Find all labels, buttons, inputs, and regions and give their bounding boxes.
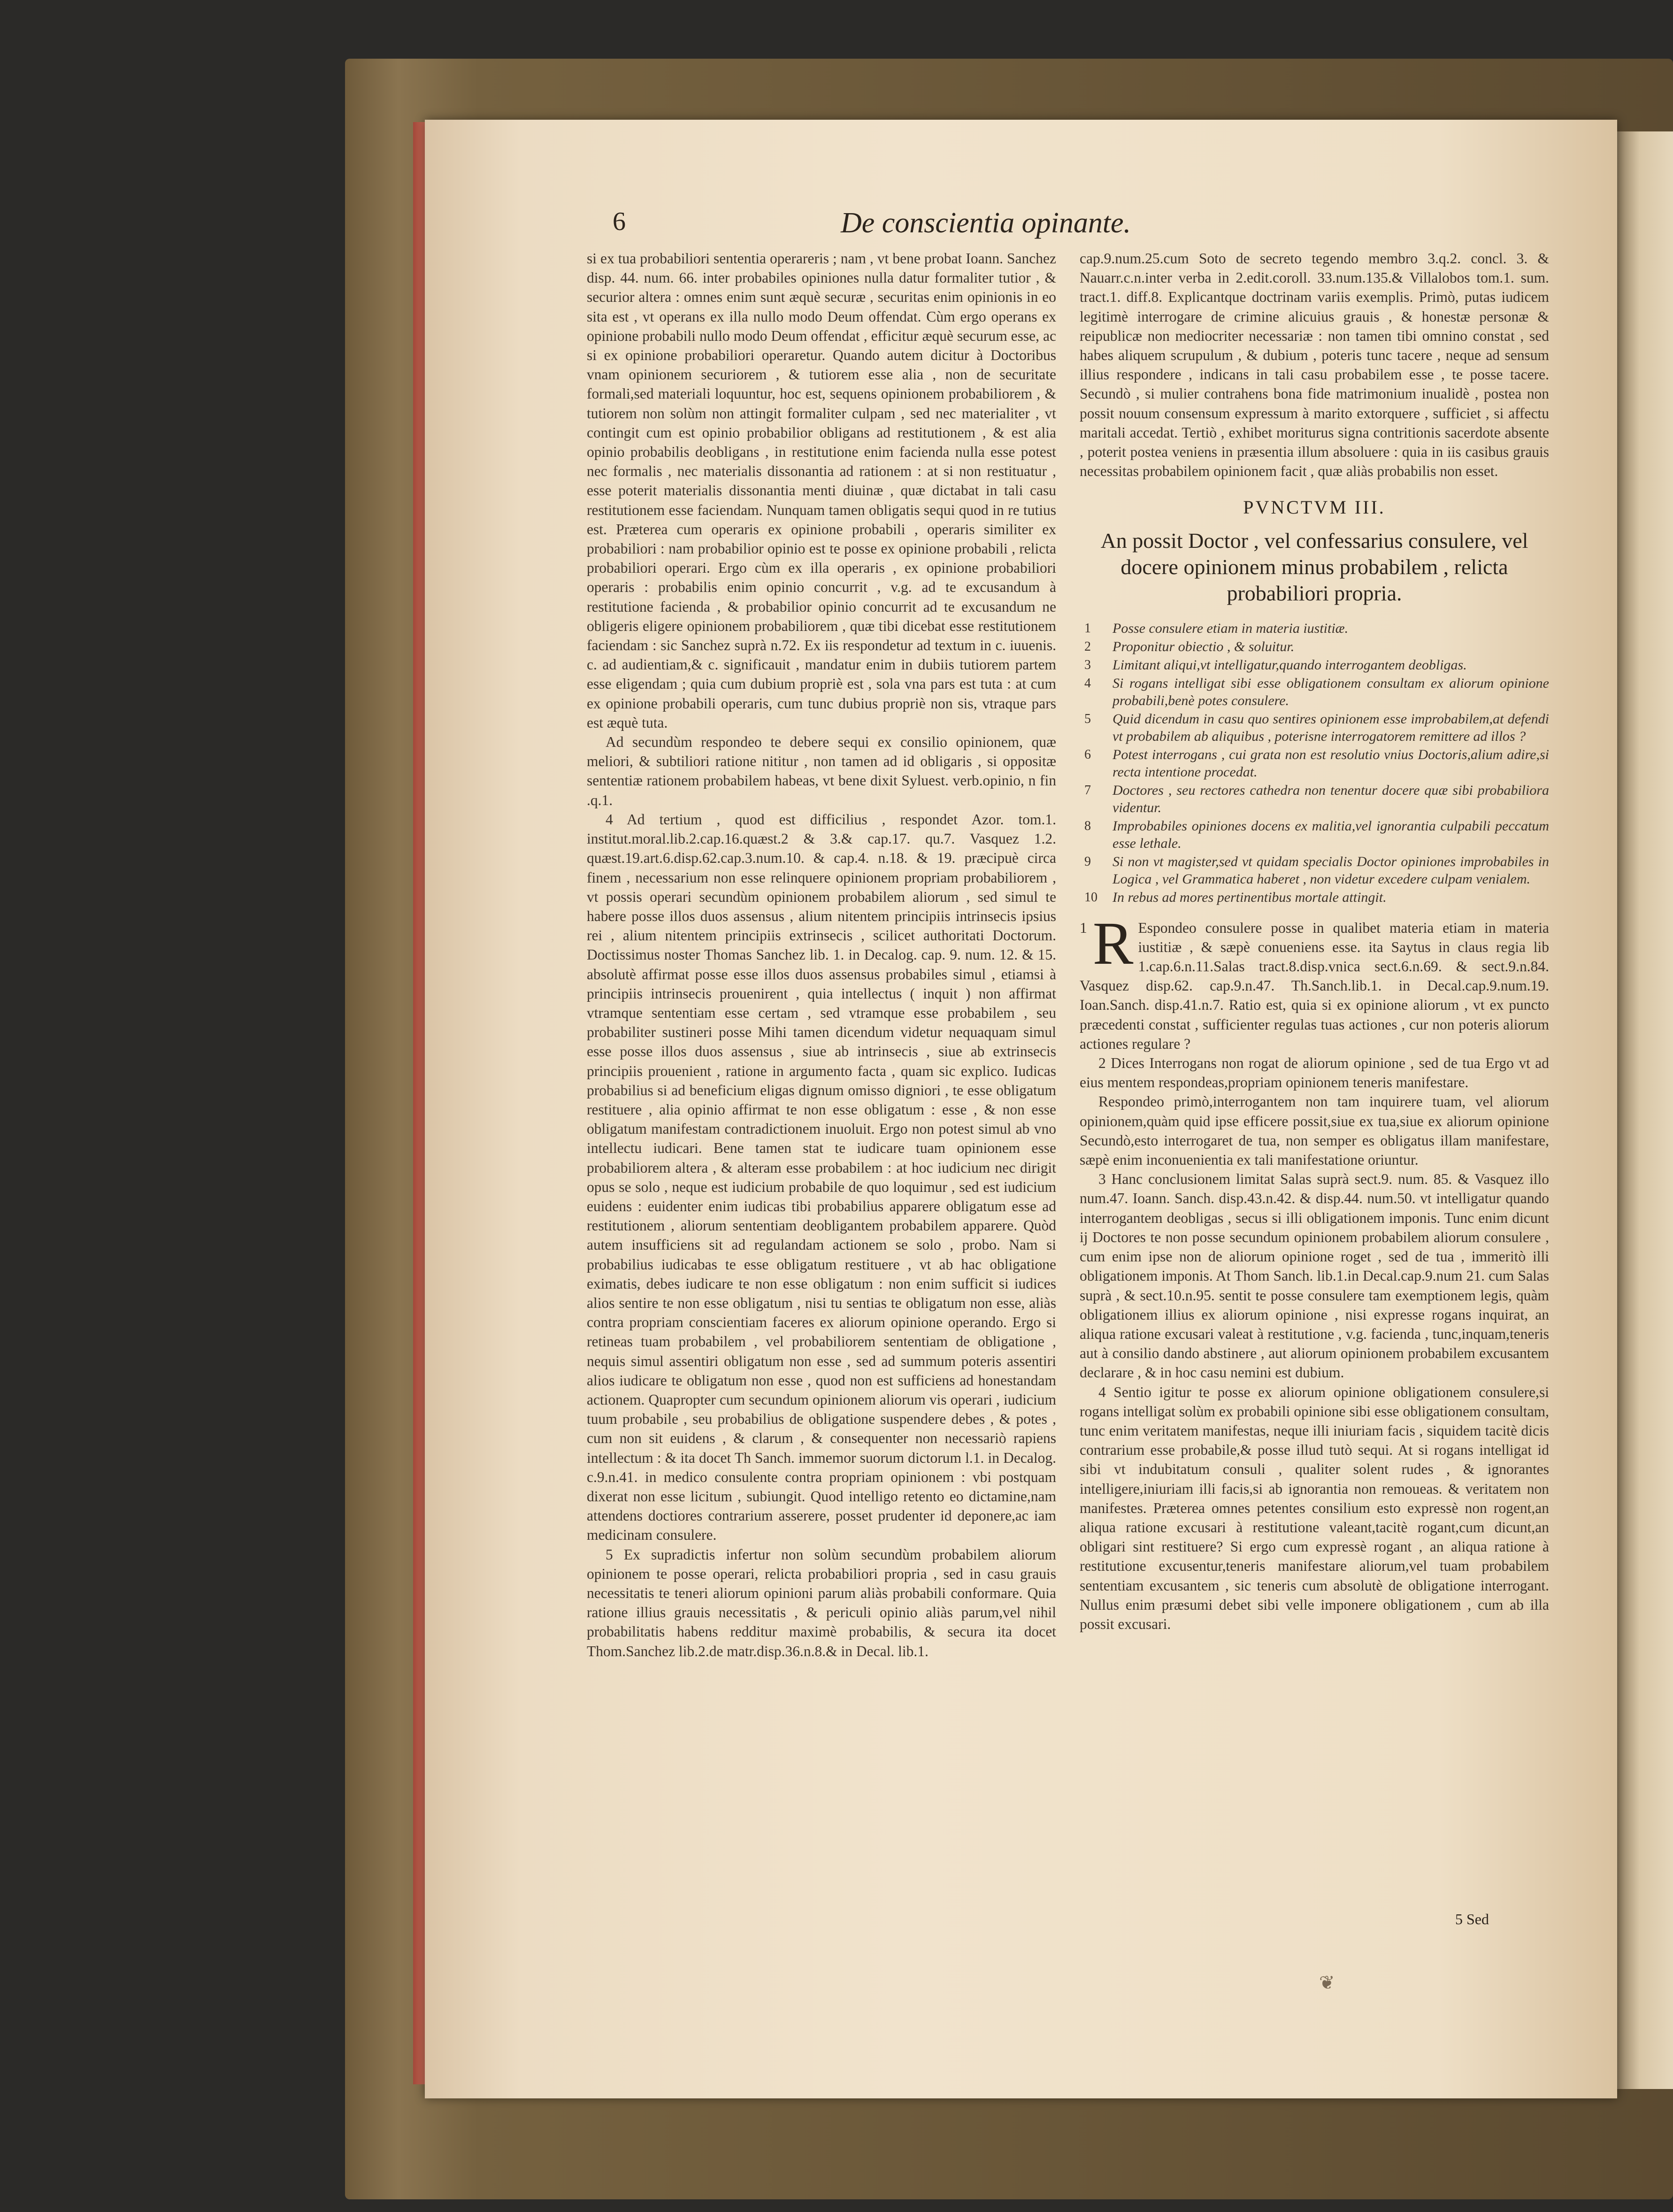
summary-item: 10 In rebus ad mores pertinentibus mortale attingit.: [1084, 889, 1387, 905]
paragraph: 1 R Espondeo consulere posse in qualibet materia etiam in materia iustitiæ , & sæpè conueniens esse. ita Saytus in claus regia lib 1.cap.6.n.11.Salas tract.8.disp.vnica sect.6.n.69. & sect.9.n.84. Vasquez disp.62. cap.9.n.47. Th.Sanch.lib.1. in Decal.cap.9.num.19. Ioan.Sanch. disp.41.n.7. Ratio est, quia si ex opinione aliorum , vt ex puncto præcedenti constat , sufficienter regulas tuas actiones , cur non poteris aliorum actiones regulare ?: [1080, 909, 1549, 1052]
paragraph: Respondeo primò,interrogantem non tam inquirere tuam, vel aliorum opinionem,quàm quid ipse efficere possit,siue ex tua,siue ex aliorum opinione Secundò,esto interrogaret de tua, non semper es obligatus illam manifestare, sæpè enim inconuenientia ex tali manifestatione oriuntur.: [1080, 1093, 1549, 1168]
drop-cap: R: [1092, 909, 1134, 977]
left-column: [587, 249, 1056, 1929]
facing-page-edge: [1617, 131, 1673, 2089]
paragraph: cap.9.num.25.cum Soto de secreto tegendo membro 3.q.2. concl. 3. & Nauarr.c.n.inter verba in 2.edit.coroll. 33.num.135.& Villalobos tom.1. sum. tract.1. diff.8. Explicantque doctrinam variis exemplis. Primò, putas iudicem legitimè interrogare de crimine alicuius grauis , & honestæ personæ & reipublicæ non mediocriter necessariæ : non tamen tibi omnino constat , sed habes aliquem scrupulum , & dubium , poteris tunc tacere , neque ad sensum illius respondere , indicans in tali casu probabilem esse , te posse tacere. Secundò , si mulier contrahens bona fide matrimonium inualidè , postea non possit nouum consensum expressum à marito extorquere , sufficiet , si affectu maritali accedat. Tertiò , exhibet moriturus signa contritionis sacerdote absente , poterit postea veniens in præsentia illum absoluere : quia in iis casibus grauis necessitas probabilem opinionem facit , quæ aliàs probabilis non esset.: [1080, 250, 1549, 480]
paragraph: 4 Sentio igitur te posse ex aliorum opinione obligationem consulere,si rogans intelligat solùm ex probabili opinione sibi esse obligationem consultam, tunc enim veritatem manifestas, neque illi iniuriam facis , siquidem tacitè dicis contrarium esse probabile,& posse illud tutò sequi. At si rogans intelligat id sibi vt indubitatum consuli , qualiter solent rudes , & ignorantes intelligere,iniuriam illi facis,si ab ignorantia non remoueas. & veritatem non manifestes. Præterea omnes petentes consilium esto expressè non rogent,an aliqua ratione excusari à restitutione valeant,tacitè rogant,cum dicunt,an obligari sint restituere? Si ergo cum expressè rogant , an aliqua ratione à restitutione excusentur,teneris manifestare aliorum,vel tuam probabilem sententiam excusantem , sic teneris cum absolutè de obligatione interrogant. Nullus enim præsumi debet sibi velle imponere obligationem , cum ab illa possit excusari.: [1080, 1383, 1549, 1632]
right-column: [1080, 249, 1549, 1901]
summary-item: 1 Posse consulere etiam in materia iustitiæ.: [1084, 620, 1349, 636]
running-head-title: De conscientia opinante.: [840, 207, 1131, 239]
paragraph: 2 Dices Interrogans non rogat de aliorum opinione , sed de tua Ergo vt ad eius mentem respondeas,propriam opinionem teneris manifestare.: [1080, 1055, 1549, 1091]
catchword: 5 Sed: [1455, 1911, 1489, 1928]
summary-item: 3 Limitant aliqui,vt intelligatur,quando interrogantem deobligas.: [1084, 657, 1467, 673]
paragraph: 4 Ad tertium , quod est difficilius , respondet Azor. tom.1. institut.moral.lib.2.cap.16.quæst.2 & 3.& cap.17. qu.7. Vasquez 1.2. quæst.19.art.6.disp.62.cap.3.num.10. & cap.4. n.18. & 19. præcipuè circa finem , necessarium non esse relinquere opinionem propriam probabiliorem , vt possis operari secundùm opinionem probabilem aliorum , sed simul te habere posse illos duos assensus , alium nitentem principiis intrinsecis ipsius rei , alium nitentem principiis extrinsecis , scilicet authoritati Doctorum. Doctissimus noster Thomas Sanchez lib. 1. in Decalog. cap. 9. num. 12. & 15. absolutè affirmat posse esse illos duos assensus probabiles simul , etiamsi à principiis intrinsecis prouenirent , quia intellectus ( inquit ) non affirmat vtramque sententiam esse certam , sed vtramque esse probabilem , seu probabiliter sustineri posse Mihi tamen dicendum videtur nequaquam simul esse posse illos duos assensus , siue ab intrinsecis , siue ab extrinsecis principiis prouenient , ratione in argumento facta , quam sic explico. Iudicas probabilius si ad beneficium eligas dignum omisso digniori , te esse obligatum restituere , alia opinio affirmat te non esse obligatum : esse , & non esse obligatum manifestam contradictionem inuoluit. Ergo non potest simul ab vno intellectu iudicari. Bene tamen stat te iudicare tuam opinionem esse probabiliorem altera , & alteram esse probabilem : at hoc iudicium nec dirigit opus se solo , neque est iudicium probabile de quo loquimur , sed est iudicium euidens : euidenter enim iudicas tibi probabilius apparere obligatum esse ad restitutionem , aliorum sententiam deobligantem probabilem apparere. Quòd autem insufficiens sit ad regulandam actionem se solo , probo. Nam si probabilius iudicabas te esse obligatum restituere , vt ab hac obligatione eximatis, debes iudicare te non esse obligatum : non enim sufficit si iudices alios sentire te non esse obligatum , nisi tu sentias te obligatum non esse, aliàs contra propriam conscientiam faceres ex aliorum opinione operando. Ergo si retineas tuam probabilem , vel probabiliorem sententiam de obligatione , nequis simul assentiri obligatum non esse , sed ad summum poteris assentiri alios iudicare te obligatum non esse , quod non est sufficiens ad honestandam actionem. Quapropter cum secundum opinionem aliorum vis operari , iudicium tuum probabile , seu probabilius de obligatione suspendere debes , & potes , cum non sit euidens , & clarum , & consequenter non necessariò rapiens intellectum : & ita docet Th Sanch. immemor suorum dictorum l.1. in Decalog. c.9.n.41. in medico consulente contra propriam opinionem : vbi postquam dixerat non esse licitum , subiungit. Quod intelligo retento eo dictamine,nam attendens doctiores contrarium asserere, posset prudenter id deponere,ac iam medicinam consulere.: [587, 811, 1056, 1544]
summary-item: 5 Quid dicendum in casu quo sentires opinionem esse improbabilem,at defendi vt probabilem ab aliquibus , poterisne interrogatorem remittere ad illos ?: [1084, 711, 1549, 744]
paragraph: 3 Hanc conclusionem limitat Salas suprà sect.9. num. 85. & Vasquez illo num.47. Ioann. Sanch. disp.43.n.42. & disp.44. num.50. vt intelligatur quando interrogantem deobligas , secus si illi obligationem imponis. Tunc enim dicunt ij Doctores te non posse secundum opinionem probabilem aliorum consulere , cum enim ipse non de aliorum opinione roget , sed de tua , immeritò illi obligationem imponis. At Thom Sanch. lib.1.in Decal.cap.9.num 21. cum Salas suprà , & sect.10.n.95. sentit te posse consulere tam exemptionem legis, quàm obligationem illius ex aliorum opinione , nisi expresse rogans inquirat, an aliqua ratione excusari valeat à restitutione , v.g. facienda , tunc,inquam,teneris aut à consilio dando abstinere , aut aliorum opinionem probabilem excusantem declarare , & in hoc casu nemini est dubium.: [1080, 1171, 1549, 1381]
paragraph: 5 Ex supradictis infertur non solùm secundùm probabilem aliorum opinionem te posse operari, relicta probabiliori propria , sed in casu grauis necessitatis te teneri aliorum opinioni parum aliàs probabili conformare. Quia ratione illius grauis necessitatis , & periculi opinio aliàs parum,vel nihil probabilitatis habens redditur maximè probabilis, & secura ita docet Thom.Sanchez lib.2.de matr.disp.36.n.8.& in Decal. lib.1.: [587, 1546, 1056, 1659]
summary-item: 9 Si non vt magister,sed vt quidam specialis Doctor opiniones improbabiles in Logica , vel Grammatica haberet , non videtur excedere culpam venialem.: [1084, 853, 1549, 887]
section-title: An possit Doctor , vel confessarius consulere, vel docere opinionem minus probabilem , relicta probabiliori propria.: [1100, 528, 1528, 605]
paragraph: Ad secundùm respondeo te debere sequi ex consilio opinionem, quæ meliori, & subtiliori ratione nititur , non tamen ad id obligaris , si oppositæ sententiæ rationem probabilem habeas, vt bene dixit Syluest. verb.opinio, n fin .q.1.: [587, 734, 1056, 808]
summary-list: [1080, 620, 1549, 906]
section-heading: PVNCTVM III.: [1243, 497, 1386, 518]
summary-item: 7 Doctores , seu rectores cathedra non tenentur docere quæ sibi probabiliora videntur.: [1084, 782, 1549, 815]
summary-item: 4 Si rogans intelligat sibi esse obligationem consultam ex aliorum opinione probabili,benè potes consulere.: [1084, 675, 1549, 708]
paragraph: si ex tua probabiliori sententia operareris ; nam , vt bene probat Ioann. Sanchez disp. 44. num. 66. inter probabiles opiniones nulla datur formaliter tutior , & securior altera : omnes enim sunt æquè securæ , securitas enim opinionis in eo sita est , vt operans ex illa nullo modo Deum offendat. Cùm ergo operans ex opinione probabili nullo modo Deum offendat , efficitur æquè securum esse, ac si ex opinione probabiliori operaretur. Quando autem dicitur à Doctoribus vnam opinionem securiorem , & tutiorem esse alia , non de securitate formali,sed materiali loquuntur, hoc est, sequens opinionem probabiliorem , & tutiorem non solùm non attingit formaliter culpam , sed nec materialiter , vt contingit cum est opinio probabilior obligans ad restitutionem , & est alia opinio probabilis deobligans , in restitutione enim facienda nulla esse potest nec formalis , nec materialis dissonantia ad rationem : at si non restituatur , esse poterit materialis dissonantia menti diuinæ , quæ dictabat in tali casu restitutionem esse faciendam. Nunquam tamen obligatis sequi quod in re tutius est. Præterea cum operaris ex opinione probabili , operaris similiter ex probabiliori : nam probabilior opinio est te posse ex opinione probabili , relicta probabiliori operari. Ergo cùm ex illa operaris , ex opinione probabiliori operaris : probabilis enim opinio concurrit , v.g. ad te excusandum à restitutione facienda , & probabilior opinio concurrit ad te excusandum ne obligeris eligere opinionem probabiliorem , quæ tibi dicebat esse restitutionem faciendam : sic Sanchez suprà n.72. Ex iis respondetur ad textum in c. iuuenis. c. ad audientiam,& c. significauit , mandatur enim in dubiis tutiorem partem esse eligendam ; quia cum dubium propriè est , sola vna pars est tuta : at cum ex opinione probabili operaris, cum tunc dubius propriè non sis, vtraque pars est æquè tuta.: [587, 250, 1056, 731]
summary-item: 6 Potest interrogans , cui grata non est resolutio vnius Doctoris,alium adire,si recta intentione procedat.: [1084, 746, 1549, 780]
paragraph-number: 1: [1080, 919, 1087, 936]
summary-item: 2 Proponitur obiectio , & soluitur.: [1084, 638, 1295, 654]
page-number: 6: [613, 207, 626, 236]
ornament-icon: ❦: [1319, 1972, 1335, 1993]
summary-item: 8 Improbabiles opiniones docens ex malitia,vel ignorantia culpabili peccatum esse lethale.: [1084, 818, 1549, 851]
